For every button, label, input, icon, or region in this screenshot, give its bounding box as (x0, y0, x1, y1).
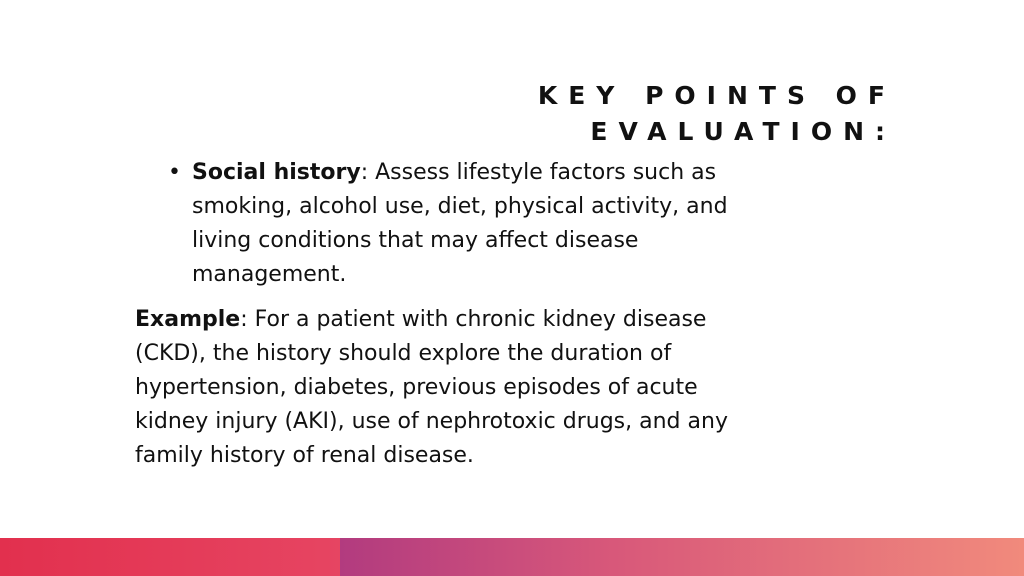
bullet-term: Social history (192, 160, 361, 185)
bullet-text (192, 156, 732, 292)
title-line-2: EVALUATION: (590, 117, 896, 146)
title-line-1: KEY POINTS OF (537, 81, 896, 110)
footer-bar-right (340, 538, 1024, 576)
slide-title (416, 78, 896, 150)
example-description: : For a patient with chronic kidney disease (CKD), the history should explore the duration of hypertension, diabetes, previous episodes of acute kidney injury (AKI), use of nephrotoxic drugs, and any family history of renal disease. (135, 307, 728, 468)
footer-bar-left (0, 538, 340, 576)
bullet-item-social-history (168, 156, 738, 292)
bullet-description: : Assess lifestyle factors such as smoking, alcohol use, diet, physical activity, and living conditions that may affect disease management. (192, 160, 728, 287)
example-term: Example (135, 307, 241, 332)
example-paragraph (135, 303, 745, 473)
bullet-marker: • (168, 160, 181, 185)
